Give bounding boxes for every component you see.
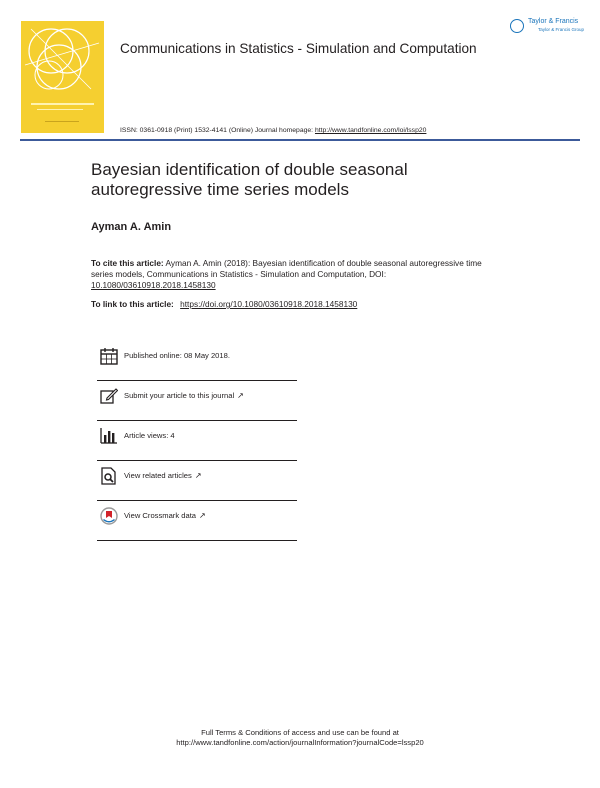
article-title: Bayesian identification of double seasonal autoregressive time series models (91, 160, 408, 199)
edit-icon (100, 387, 118, 405)
published-online-label: Published online: 08 May 2018. (124, 351, 230, 360)
terms-footer (0, 728, 600, 748)
article-link-line (91, 299, 357, 309)
external-link-icon: ↗ (237, 391, 244, 400)
external-link-icon: ↗ (194, 471, 202, 480)
crossmark-link[interactable]: View Crossmark data ↗ (124, 511, 206, 520)
footer-terms-text: Full Terms & Conditions of access and use can be found at (201, 728, 399, 737)
calendar-icon (100, 347, 118, 365)
citation-doi-link[interactable]: 10.1080/03610918.2018.1458130 (91, 280, 216, 291)
header-divider (20, 139, 580, 141)
journal-title: Communications in Statistics - Simulation and Computation (120, 41, 477, 56)
publisher-logo-subtext: Taylor & Francis Group (538, 27, 585, 32)
crossmark-item[interactable] (97, 501, 297, 541)
published-online-item (97, 341, 297, 381)
article-views-item (97, 421, 297, 461)
crossmark-icon (100, 507, 118, 525)
submit-article-link[interactable]: Submit your article to this journal ↗ (124, 391, 244, 400)
citation-text: Ayman A. Amin (2018): Bayesian identification of double seasonal autoregressive time series models, Communications in Statistics - Simulation and Computation, DOI: (91, 258, 482, 280)
publisher-logo-text: Taylor & Francis (528, 18, 579, 25)
publisher-logo-icon (510, 19, 524, 33)
citation-block (91, 258, 491, 292)
journal-homepage-link[interactable]: http://www.tandfonline.com/loi/lssp20 (314, 127, 427, 134)
issn-text: ISSN: 0361-0918 (Print) 1532-4141 (Online) Journal homepage: (120, 127, 315, 134)
bar-chart-icon (100, 427, 118, 445)
journal-cover-image (21, 21, 104, 133)
submit-article-item[interactable] (97, 381, 297, 421)
document-search-icon (100, 467, 118, 485)
related-articles-link[interactable]: View related articles ↗ (124, 471, 202, 480)
article-authors: Ayman A. Amin (91, 221, 172, 233)
publisher-logo[interactable] (510, 17, 585, 39)
article-actions-list (97, 341, 297, 541)
article-views-label: Article views: 4 (124, 431, 175, 440)
footer-terms-url[interactable]: http://www.tandfonline.com/action/journalInformation?journalCode=lssp20 (176, 738, 424, 747)
article-doi-url[interactable]: https://doi.org/10.1080/03610918.2018.1458130 (180, 299, 358, 309)
citation-label: To cite this article: (91, 258, 164, 268)
related-articles-item[interactable] (97, 461, 297, 501)
external-link-icon: ↗ (199, 511, 206, 520)
article-link-label: To link to this article: (91, 299, 177, 309)
issn-line (120, 127, 426, 134)
